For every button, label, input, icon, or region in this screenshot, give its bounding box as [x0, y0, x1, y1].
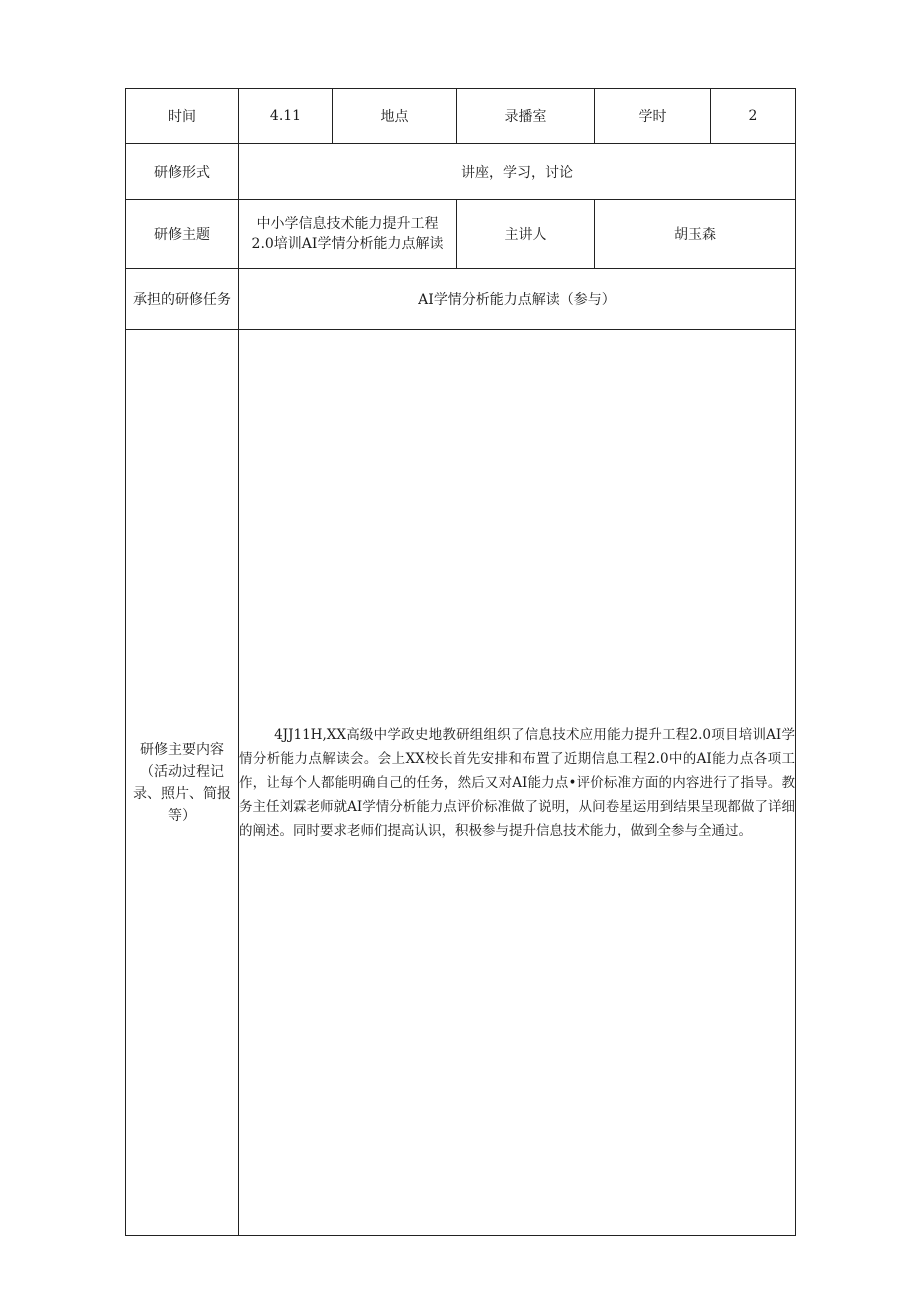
training-record-table [125, 88, 796, 1236]
topic-label: 研修主题 [126, 200, 239, 269]
content-label [126, 330, 239, 1236]
hours-label: 学时 [595, 89, 711, 144]
content-label-line4: 等） [168, 807, 196, 824]
form-label: 研修形式 [126, 144, 239, 200]
content-paragraph: 4JJ11H,XX高级中学政史地教研组组织了信息技术应用能力提升工程2.0项目培训AI学情分析能力点解读会。会上XX校长首先安排和布置了近期信息工程2.0中的AI能力点各项工作，让每个人都能明确自己的任务，然后又对AI能力点•评价标准方面的内容进行了指导。教务主任刘霖老师就AI学情分析能力点评价标准做了说明，从问卷星运用到结果呈现都做了详细的阐述。同时要求老师们提高认识，积极参与提升信息技术能力，做到全参与全通过。 [239, 726, 795, 839]
row-content [126, 330, 796, 1236]
topic-value [239, 200, 457, 269]
topic-value-line2: 2.0培训AI学情分析能力点解读 [251, 236, 444, 252]
content-label-line1: 研修主要内容 [140, 741, 224, 758]
row-task [126, 269, 796, 330]
speaker-label: 主讲人 [457, 200, 595, 269]
time-label: 时间 [126, 89, 239, 144]
form-value: 讲座，学习，讨论 [239, 144, 796, 200]
place-value: 录播室 [457, 89, 595, 144]
topic-value-line1: 中小学信息技术能力提升工程 [256, 216, 439, 232]
content-body [239, 330, 796, 1236]
task-value: AI学情分析能力点解读（参与） [239, 269, 796, 330]
row-time-place-hours [126, 89, 796, 144]
hours-value: 2 [711, 89, 796, 144]
row-topic-speaker [126, 200, 796, 269]
content-label-line2: （活动过程记 [140, 763, 224, 780]
speaker-value: 胡玉森 [595, 200, 796, 269]
task-label: 承担的研修任务 [126, 269, 239, 330]
content-label-line3: 录、照片、简报 [133, 785, 231, 802]
row-form [126, 144, 796, 200]
time-value: 4.11 [239, 89, 333, 144]
place-label: 地点 [333, 89, 457, 144]
